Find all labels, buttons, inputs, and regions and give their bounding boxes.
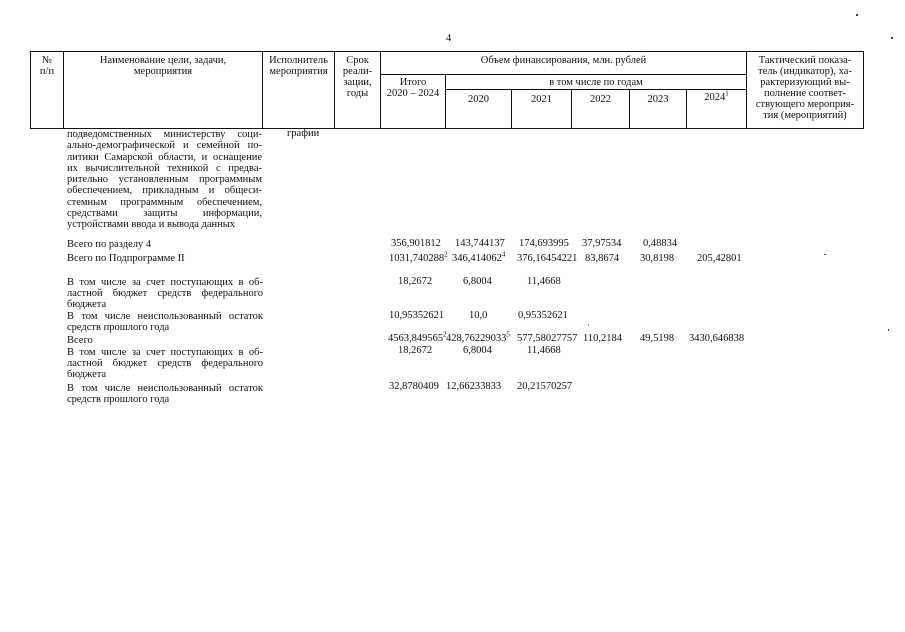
col-indicator-header: Тактический показа- тель (индикатор), ха- рактеризующий вы- полнение соответ- ствующего мероприя- тия (мероприятий) <box>747 52 864 129</box>
col-number-header: № п/п <box>31 52 64 129</box>
section4-2023: 0,48834 <box>643 238 678 249</box>
table-header <box>30 51 864 129</box>
col-year-2021: 2021 <box>512 90 572 129</box>
federal1-2021: 11,4668 <box>527 276 561 287</box>
grand-total: 4563,849565$^2$ <box>388 330 447 344</box>
col-year-2020: 2020 <box>446 90 512 129</box>
scan-speck <box>588 324 589 326</box>
col-by-years-header: в том числе по годам <box>446 75 747 90</box>
subprogram2-total: 1031,740288$^2$ <box>389 250 448 264</box>
col-name-header: Наименование цели, задачи, мероприятия <box>64 52 263 129</box>
measure-description: подведомственных министерству соци- ально-демографической и семейной по- литики Самарской области, и оснащение их вычислительной техникой с предва- рительно установленным программным обеспечением, прикладным и общеси- стемным программным обеспечением, средствами защиты информации, устройствами ввода и вывода данных <box>67 129 262 231</box>
col-year-2023: 2023 <box>630 90 687 129</box>
page-number: 4 <box>446 33 452 44</box>
col-year-2022: 2022 <box>572 90 630 129</box>
federal2-2020: 6,8004 <box>463 345 492 356</box>
col-funding-header: Объем финансирования, млн. рублей <box>381 52 747 75</box>
grand-2022: 110,2184 <box>583 333 622 344</box>
scan-speck <box>888 329 889 331</box>
row-label-federal-2: В том числе за счет поступающих в об- ластной бюджет средств федерального бюджета <box>67 347 263 380</box>
subprogram2-2023: 30,8198 <box>640 253 675 264</box>
row-label-section4: Всего по разделу 4 <box>67 239 152 250</box>
grand-2020: 428,76229033$^5$ <box>446 330 510 344</box>
grand-2021: 577,58027757 <box>517 333 578 344</box>
subprogram2-2020: 346,414062$^4$ <box>452 250 506 264</box>
remainder1-2020: 10,0 <box>469 310 488 321</box>
row-label-remainder-1: В том числе неиспользованный остаток средств прошлого года <box>67 311 263 333</box>
col-total-header: Итого 2020 – 2024 <box>381 75 446 129</box>
col-year-2024: 2024$^1$ <box>687 90 747 129</box>
federal2-2021: 11,4668 <box>527 345 561 356</box>
remainder1-total: 10,95352621 <box>389 310 445 321</box>
federal1-total: 18,2672 <box>398 276 433 287</box>
subprogram2-2022: 83,8674 <box>585 253 620 264</box>
executor-continuation: графии <box>287 128 320 139</box>
grand-2023: 49,5198 <box>640 333 675 344</box>
section4-2020: 143,744137 <box>455 238 505 249</box>
scan-speck <box>824 254 826 255</box>
remainder2-2020: 12,66233833 <box>446 381 502 392</box>
col-term-header: Срок реали- зации, годы <box>335 52 381 129</box>
section4-2022: 37,97534 <box>582 238 622 249</box>
col-executor-header: Исполнитель мероприятия <box>263 52 335 129</box>
remainder1-2021: 0,95352621 <box>518 310 568 321</box>
federal1-2020: 6,8004 <box>463 276 492 287</box>
scan-speck <box>856 14 858 16</box>
section4-total: 356,901812 <box>391 238 441 249</box>
subprogram2-2021: 376,16454221 <box>517 253 578 264</box>
subprogram2-2024: 205,42801 <box>697 253 742 264</box>
row-label-remainder-2: В том числе неиспользованный остаток средств прошлого года <box>67 383 263 405</box>
row-label-subprogram2: Всего по Подпрограмме II <box>67 253 185 264</box>
row-label-federal-1: В том числе за счет поступающих в об- ластной бюджет средств федерального бюджета <box>67 277 263 310</box>
remainder2-2021: 20,21570257 <box>517 381 573 392</box>
row-label-grand-total: Всего <box>67 335 93 346</box>
grand-2024: 3430,646838 <box>689 333 745 344</box>
section4-2021: 174,693995 <box>519 238 569 249</box>
federal2-total: 18,2672 <box>398 345 433 356</box>
remainder2-total: 32,8780409 <box>389 381 439 392</box>
scan-speck <box>891 37 893 39</box>
